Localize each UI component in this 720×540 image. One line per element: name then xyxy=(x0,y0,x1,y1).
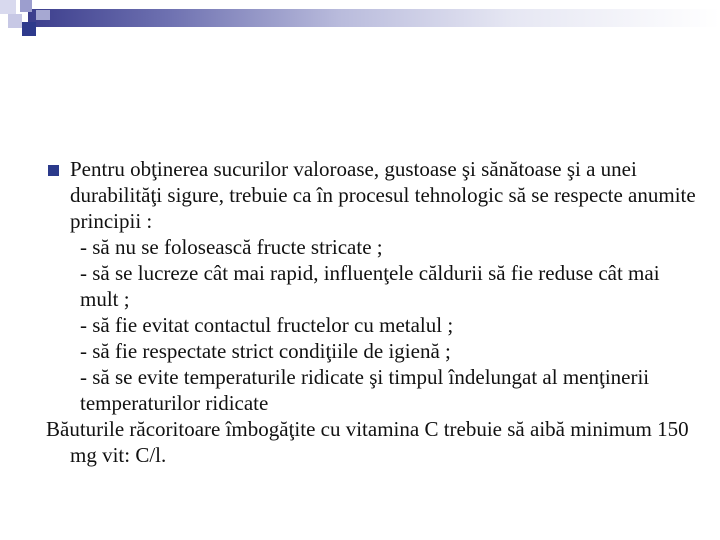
principle-item: - să fie evitat contactul fructelor cu metalul ; xyxy=(80,313,454,337)
decorative-square xyxy=(8,14,22,28)
square-bullet-icon xyxy=(48,165,59,176)
decorative-square xyxy=(22,22,36,36)
bullet-item xyxy=(46,156,696,416)
principle-item: - să se lucreze cât mai rapid, influenţele căldurii să fie reduse cât mai mult ; xyxy=(80,261,660,311)
header-gradient-bar xyxy=(28,9,720,27)
principle-item: - să fie respectate strict condiţiile de igienă ; xyxy=(80,339,451,363)
closing-text: Băuturile răcoritoare îmbogăţite cu vitamina C trebuie să aibă minimum 150 mg vit: C/l. xyxy=(46,417,689,467)
principle-item: - să se evite temperaturile ridicate şi timpul îndelungat al menţinerii temperaturilor ridicate xyxy=(80,365,650,415)
principle-item: - să nu se folosească fructe stricate ; xyxy=(80,235,383,259)
intro-text: Pentru obţinerea sucurilor valoroase, gustoase şi sănătoase şi a unei durabilităţi sigure, trebuie ca în procesul tehnologic să se respecte anumite principii : xyxy=(70,157,696,233)
slide-body xyxy=(46,156,696,468)
decorative-square xyxy=(36,10,50,20)
decorative-square xyxy=(0,0,16,14)
header-decoration xyxy=(0,0,720,50)
decorative-square xyxy=(20,0,32,12)
